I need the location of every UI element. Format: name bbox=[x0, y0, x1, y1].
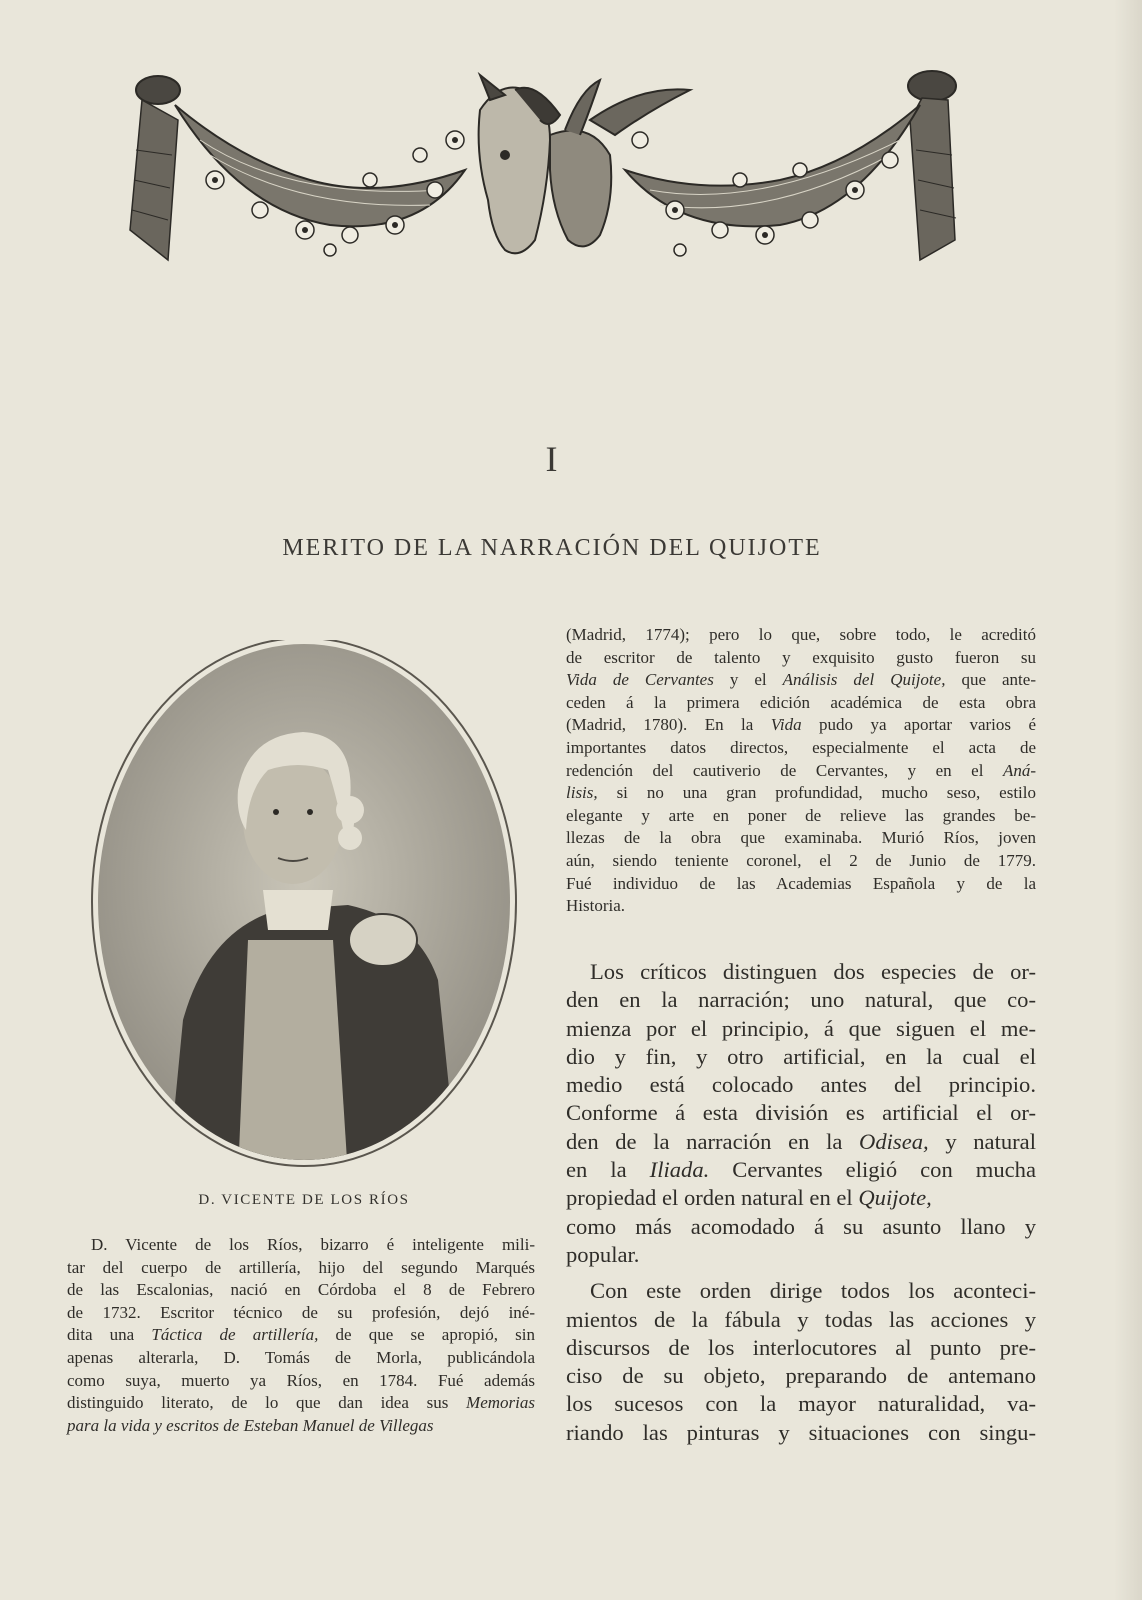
text-line: elegante y arte en poner de relieve las grandes be- bbox=[566, 805, 1036, 825]
text-segment: Cervantes eligió con mucha bbox=[709, 1157, 1036, 1183]
portrait-engraving bbox=[88, 640, 520, 1176]
italic-title: Vida de Cervantes bbox=[566, 670, 714, 690]
portrait-caption: D. VICENTE DE LOS RÍOS bbox=[198, 1192, 410, 1208]
right-tassel bbox=[910, 98, 955, 260]
italic-title: Iliada. bbox=[649, 1157, 710, 1183]
text-line: D. Vicente de los Ríos, bizarro é inteligente mili- bbox=[91, 1235, 535, 1254]
italic-title: Quijote, bbox=[858, 1185, 932, 1211]
text-line: riando las pinturas y situaciones con singu- bbox=[566, 1419, 1036, 1445]
text-line bbox=[566, 760, 1036, 783]
text-segment: y el bbox=[713, 670, 783, 690]
page-edge-shadow bbox=[1114, 0, 1142, 1600]
text-line: discursos de los interlocutores al punto pre- bbox=[566, 1334, 1036, 1360]
text-segment: redención del cautiverio de Cervantes, y en el bbox=[566, 760, 1003, 780]
text-segment: pudo ya aportar varios é bbox=[801, 715, 1036, 735]
text-segment: de que se apropió, sin bbox=[318, 1325, 535, 1345]
text-line bbox=[566, 669, 1036, 692]
text-line: Con este orden dirige todos los aconteci- bbox=[590, 1278, 1036, 1304]
text-line: apenas alterarla, D. Tomás de Morla, publicándola bbox=[67, 1347, 535, 1367]
text-line: de 1732. Escritor técnico de su profesión, dejó iné- bbox=[67, 1302, 535, 1322]
italic-title: Odisea, bbox=[859, 1128, 929, 1154]
text-segment: y natural bbox=[928, 1128, 1036, 1154]
italic-title: Análisis del Quijote, bbox=[782, 670, 946, 690]
text-segment: (Madrid, 1780). En la bbox=[566, 715, 771, 735]
text-line: como suya, muerto ya Ríos, en 1784. Fué además bbox=[67, 1370, 535, 1390]
right-column-main-text bbox=[566, 958, 1036, 1447]
text-line: los sucesos con la mayor naturalidad, va- bbox=[566, 1391, 1036, 1417]
text-line bbox=[566, 1128, 1036, 1156]
text-line: aún, siendo teniente coronel, el 2 de Junio de 1779. bbox=[566, 850, 1036, 870]
italic-title: para la vida y escritos de Esteban Manuel de Villegas bbox=[67, 1415, 434, 1435]
text-line: popular. bbox=[566, 1241, 640, 1267]
garland-ornament bbox=[120, 60, 990, 300]
paragraph-gap bbox=[566, 1269, 1036, 1277]
text-segment: dita una bbox=[67, 1325, 152, 1345]
text-line: Los críticos distinguen dos especies de or- bbox=[590, 959, 1036, 984]
text-line: de escritor de talento y exquisito gusto fueron su bbox=[566, 647, 1036, 667]
text-line bbox=[566, 1184, 1036, 1212]
text-line bbox=[67, 1415, 535, 1438]
text-line: (Madrid, 1774); pero lo que, sobre todo, le acreditó bbox=[566, 625, 1036, 644]
left-swag bbox=[175, 105, 465, 226]
text-line bbox=[566, 714, 1036, 737]
text-line: mienza por el principio, á que siguen el me- bbox=[566, 1015, 1036, 1041]
text-segment: si no una gran profundidad, mucho seso, estilo bbox=[597, 783, 1036, 803]
text-line: den en la narración; uno natural, que co- bbox=[566, 987, 1036, 1013]
italic-title: Aná- bbox=[1002, 760, 1036, 780]
text-line: dio y fin, y otro artificial, en la cual el bbox=[566, 1043, 1036, 1069]
text-line: Conforme á esta división es artificial el or- bbox=[566, 1100, 1036, 1126]
text-segment: den de la narración en la bbox=[566, 1128, 860, 1154]
left-tassel bbox=[130, 100, 178, 260]
text-line: como más acomodado á su asunto llano y bbox=[566, 1213, 1036, 1239]
text-line: ciso de su objeto, preparando de antemano bbox=[566, 1363, 1036, 1389]
text-line: importantes datos directos, especialmente el acta de bbox=[566, 737, 1036, 757]
text-line: ceden á la primera edición académica de esta obra bbox=[566, 692, 1036, 712]
text-line: Fué individuo de las Academias Española y de la bbox=[566, 873, 1036, 893]
italic-title: Memorias bbox=[466, 1393, 535, 1413]
text-line: llezas de la obra que examinaba. Murió Ríos, joven bbox=[566, 828, 1036, 848]
text-segment: propiedad el orden natural en el bbox=[566, 1185, 859, 1211]
italic-title: lisis, bbox=[566, 783, 598, 803]
text-line: medio está colocado antes del principio. bbox=[566, 1072, 1036, 1098]
text-line: tar del cuerpo de artillería, hijo del segundo Marqués bbox=[67, 1257, 535, 1277]
donkey-head bbox=[550, 131, 611, 247]
chapter-numeral: I bbox=[545, 439, 559, 479]
text-line: Historia. bbox=[566, 896, 626, 916]
text-line bbox=[566, 782, 1036, 805]
portrait-epaulette bbox=[349, 914, 417, 966]
left-column-text bbox=[67, 1234, 535, 1437]
text-segment: que ante- bbox=[945, 670, 1036, 690]
text-line bbox=[67, 1324, 535, 1347]
chapter-title: MERITO DE LA NARRACIÓN DEL QUIJOTE bbox=[282, 535, 822, 561]
italic-title: Vida bbox=[770, 715, 802, 735]
text-line: de las Escalonias, nació en Córdoba el 8 de Febrero bbox=[67, 1280, 535, 1300]
text-line bbox=[566, 1156, 1036, 1184]
text-line bbox=[67, 1392, 535, 1415]
right-knot bbox=[908, 71, 956, 101]
italic-title: Táctica de artillería, bbox=[151, 1325, 319, 1345]
text-segment: en la bbox=[566, 1157, 650, 1183]
text-segment: distinguido literato, de lo que dan idea sus bbox=[67, 1393, 467, 1413]
right-column-small-text bbox=[566, 624, 1036, 918]
text-line: mientos de la fábula y todas las acciones y bbox=[566, 1306, 1036, 1332]
